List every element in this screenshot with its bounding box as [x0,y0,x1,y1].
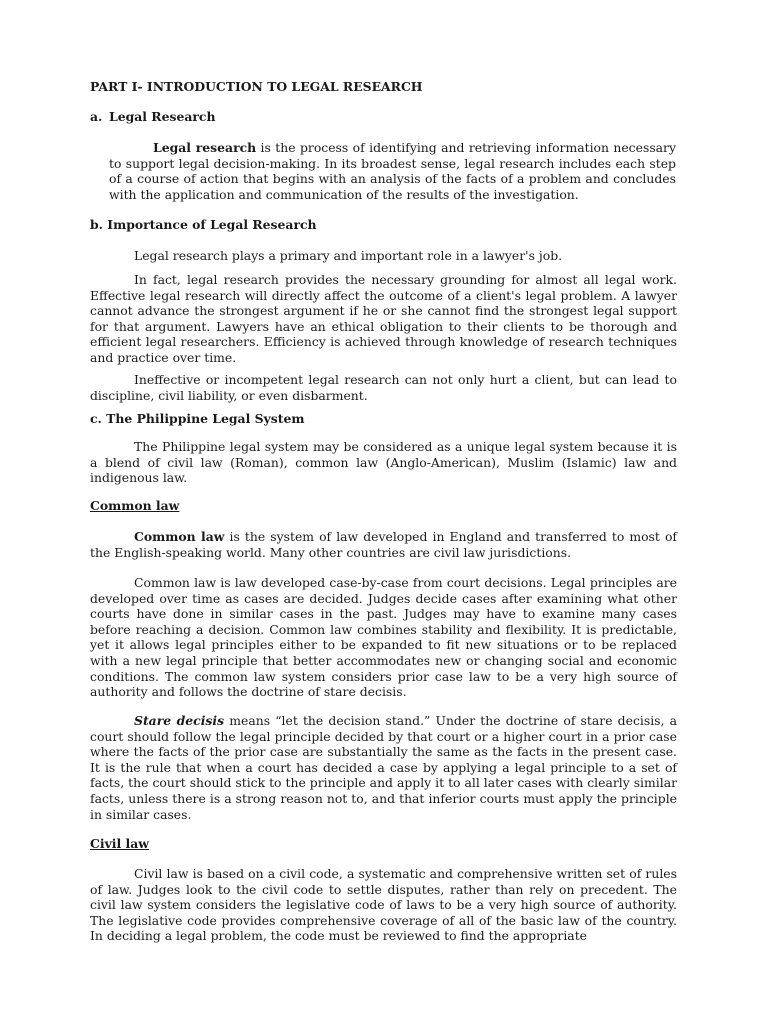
civil-law-paragraph-1: Civil law is based on a civil code, a systematic and comprehensive written set of rules of law. Judges look to the civil code to settle disputes, rather than rely on precedent. The civil law system considers the legislative code of laws to be a very high source of authority. The legislative code provides comprehensive coverage of all of the basic law of the country. In deciding a legal problem, the code must be reviewed to find the appropriate [90,866,677,944]
common-law-definition: is the system of law developed in England and transferred to most of the English-speaking world. Many other countries are civil law jurisdictions. [90,529,677,560]
civil-law-heading: Civil law [90,836,149,851]
common-law-paragraph-2: Common law is law developed case-by-case from court decisions. Legal principles are developed over time as cases are decided. Judges decide cases after examining what other courts have done in similar cases in the past. Judges may have to examine many cases before reaching a decision. Common law combines stability and flexibility. It is predictable, yet it allows legal principles either to be expanded to fit new situations or to be replaced with a new legal principle that better accommodates new or changing social and economic conditions. The common law system considers prior case law to be a very high source of authority and follows the doctrine of stare decisis. [90,575,677,700]
common-law-heading: Common law [90,498,180,513]
legal-research-term: Legal research [153,140,257,155]
stare-decisis-definition: means “let the decision stand.” Under the doctrine of stare decisis, a court should follow the legal principle decided by that court or a higher court in a prior case where the facts of the prior case are substantially the same as the facts in the present case. It is the rule that when a court has decided a case by applying a legal principle to a set of facts, the court should stick to the principle and apply it to all later cases with clearly similar facts, unless there is a strong reason not to, and that inferior courts must apply the principle in similar cases. [90,713,677,822]
section-c-heading: c. The Philippine Legal System [90,411,305,426]
stare-decisis-term: Stare decisis [134,713,225,728]
section-b-heading: b. Importance of Legal Research [90,217,317,232]
section-a-heading: Legal Research [109,109,216,124]
part-title: PART I- INTRODUCTION TO LEGAL RESEARCH [90,79,423,94]
section-a-marker: a. [90,109,103,124]
section-b-paragraph-2: In fact, legal research provides the necessary grounding for almost all legal work. Effective legal research will directly affect the outcome of a client's legal problem. A lawyer cannot advance the strongest argument if he or she cannot find the strongest legal support for that argument. Lawyers have an ethical obligation to their clients to be thorough and efficient legal researchers. Efficiency is achieved through knowledge of research techniques and practice over time. [90,272,677,365]
section-b-paragraph-1: Legal research plays a primary and important role in a lawyer's job. [134,248,563,263]
section-b-paragraph-3: Ineffective or incompetent legal research can not only hurt a client, but can lead to discipline, civil liability, or even disbarment. [90,372,677,403]
section-a-paragraph [109,140,676,202]
common-law-term: Common law [134,529,225,544]
stare-decisis-paragraph [90,713,677,822]
common-law-paragraph-1 [90,529,677,560]
section-c-intro: The Philippine legal system may be considered as a unique legal system because it is a blend of civil law (Roman), common law (Anglo-American), Muslim (Islamic) law and indigenous law. [90,439,677,486]
legal-research-definition: is the process of identifying and retrieving information necessary to support legal decision-making. In its broadest sense, legal research includes each step of a course of action that begins with an analysis of the facts of a problem and concludes with the application and communication of the results of the investigation. [109,140,676,202]
